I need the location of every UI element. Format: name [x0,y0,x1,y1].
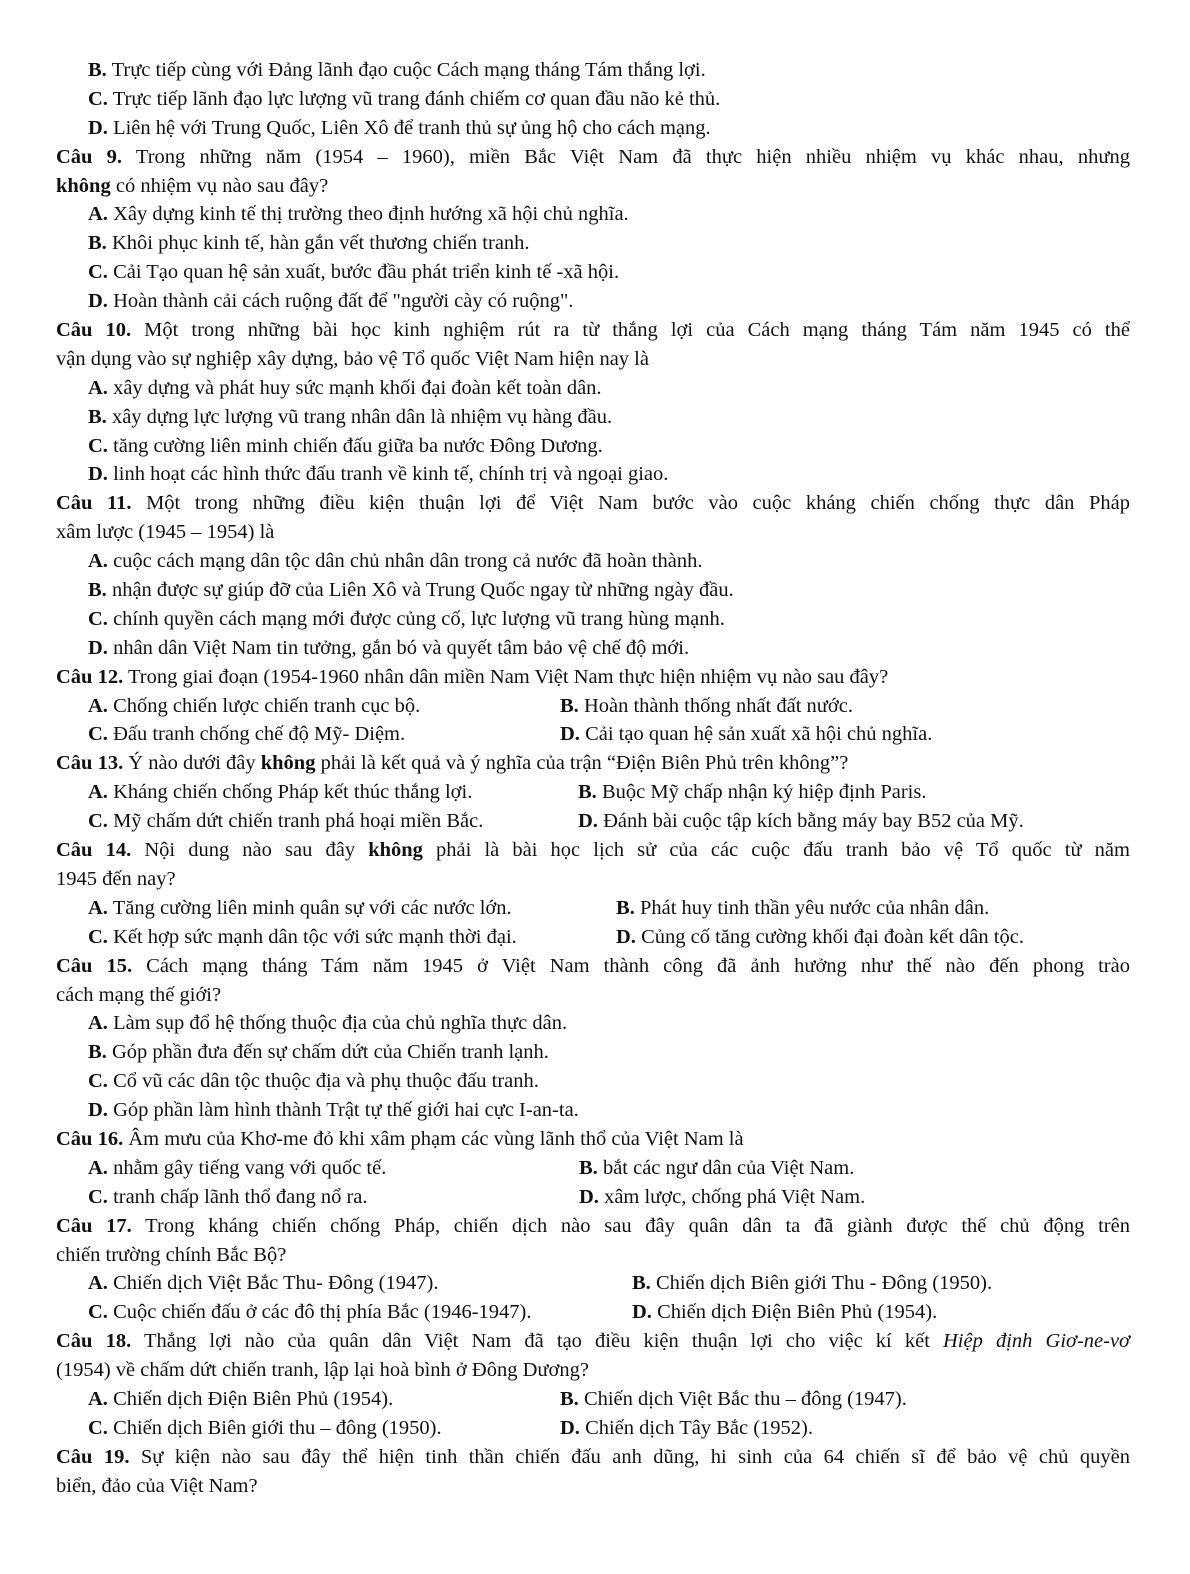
q11-option-c: C. chính quyền cách mạng mới được củng cố, lực lượng vũ trang hùng mạnh. [88,607,725,630]
q18-stem-line-2: (1954) về chấm dứt chiến tranh, lập lại hoà bình ở Đông Dương? [56,1359,589,1382]
q15-stem-line-2: cách mạng thế giới? [56,983,222,1006]
q13-option-d: D. Đánh bài cuộc tập kích bằng máy bay B52 của Mỹ. [578,810,1024,833]
q10-option-a: A. xây dựng và phát huy sức mạnh khối đại đoàn kết toàn dân. [88,376,602,399]
q14-stem-line-2: 1945 đến nay? [56,867,176,890]
q17-stem-line-2: chiến trường chính Bắc Bộ? [56,1243,287,1266]
q12-options-row-2 [56,720,1130,749]
q16-options-row-2 [56,1183,1130,1212]
q12-option-c: C. Đấu tranh chống chế độ Mỹ- Diệm. [88,723,406,746]
q17-options-row-1 [56,1269,1130,1298]
q9-option-c: C. Cải Tạo quan hệ sản xuất, bước đầu phát triển kinh tế -xã hội. [88,261,620,284]
q19-stem-line-1: Câu 19. Sự kiện nào sau đây thể hiện tinh thần chiến đấu anh dũng, hi sinh của 64 chiến sĩ để bảo vệ chủ quyền [56,1445,1130,1468]
q13-options-row-1 [56,778,1130,807]
q16-options-row-1 [56,1154,1130,1183]
q14-option-a: A. Tăng cường liên minh quân sự với các nước lớn. [88,896,512,919]
q18-option-b: B. Chiến dịch Việt Bắc thu – đông (1947). [560,1387,907,1410]
q12-option-d: D. Cải tạo quan hệ sản xuất xã hội chủ nghĩa. [560,723,933,746]
q14-options-row-1 [56,894,1130,923]
q15-stem-line-1: Câu 15. Cách mạng tháng Tám năm 1945 ở Việt Nam thành công đã ảnh hưởng như thế nào đến phong trào [56,954,1130,977]
q10-stem-line-2: vận dụng vào sự nghiệp xây dựng, bảo vệ Tổ quốc Việt Nam hiện nay là [56,347,649,370]
q11-stem-line-2: xâm lược (1945 – 1954) là [56,521,275,544]
q9-stem-line-1: Câu 9. Trong những năm (1954 – 1960), miền Bắc Việt Nam đã thực hiện nhiều nhiệm vụ khác nhau, nhưng [56,145,1130,168]
q13-option-c: C. Mỹ chấm dứt chiến tranh phá hoại miền Bắc. [88,810,484,833]
q15-option-a: A. Làm sụp đổ hệ thống thuộc địa của chủ nghĩa thực dân. [88,1012,568,1035]
q9-option-d: D. Hoàn thành cải cách ruộng đất để "người cày có ruộng". [88,290,574,313]
q12-option-a: A. Chống chiến lược chiến tranh cục bộ. [88,694,421,717]
q11-option-a: A. cuộc cách mạng dân tộc dân chủ nhân dân trong cả nước đã hoàn thành. [88,550,703,573]
q12-option-b: B. Hoàn thành thống nhất đất nước. [560,694,853,717]
lead-option-b: B. Trực tiếp cùng với Đảng lãnh đạo cuộc Cách mạng tháng Tám thắng lợi. [88,59,706,81]
q10-option-b: B. xây dựng lực lượng vũ trang nhân dân là nhiệm vụ hàng đầu. [88,405,613,428]
q16-stem: Câu 16. Âm mưu của Khơ-me đỏ khi xâm phạm các vùng lãnh thổ của Việt Nam là [56,1127,744,1150]
q16-option-d: D. xâm lược, chống phá Việt Nam. [579,1185,866,1208]
q9-option-b: B. Khôi phục kinh tế, hàn gắn vết thương chiến tranh. [88,232,530,255]
q15-option-b: B. Góp phần đưa đến sự chấm dứt của Chiến tranh lạnh. [88,1041,549,1064]
q18-option-a: A. Chiến dịch Điện Biên Phủ (1954). [88,1387,394,1410]
q14-options-row-2 [56,923,1130,952]
q10-option-d: D. linh hoạt các hình thức đấu tranh về kinh tế, chính trị và ngoại giao. [88,463,669,486]
q11-option-b: B. nhận được sự giúp đỡ của Liên Xô và Trung Quốc ngay từ những ngày đầu. [88,579,734,602]
q17-option-a: A. Chiến dịch Việt Bắc Thu- Đông (1947). [88,1272,439,1295]
q17-option-b: B. Chiến dịch Biên giới Thu - Đông (1950). [632,1272,993,1295]
q13-options-row-2 [56,807,1130,836]
q9-option-a: A. Xây dựng kinh tế thị trường theo định hướng xã hội chủ nghĩa. [88,203,629,226]
q17-option-c: C. Cuộc chiến đấu ở các đô thị phía Bắc (1946-1947). [88,1301,532,1324]
q14-option-c: C. Kết hợp sức mạnh dân tộc với sức mạnh thời đại. [88,925,517,948]
q18-stem-line-1: Câu 18. Thắng lợi nào của quân dân Việt Nam đã tạo điều kiện thuận lợi cho việc kí kết Hiệp định Giơ-ne-vơ [56,1330,1130,1353]
q14-option-d: D. Củng cố tăng cường khối đại đoàn kết dân tộc. [616,925,1024,948]
q15-option-d: D. Góp phần làm hình thành Trật tự thế giới hai cực I-an-ta. [88,1099,579,1122]
q13-option-b: B. Buộc Mỹ chấp nhận ký hiệp định Paris. [578,781,927,804]
q18-options-row-2 [56,1414,1130,1443]
q9-stem-line-2: không có nhiệm vụ nào sau đây? [56,174,329,197]
q14-stem-line-1: Câu 14. Nội dung nào sau đây không phải là bài học lịch sử của các cuộc đấu tranh bảo vệ Tổ quốc từ năm [56,839,1130,862]
q11-option-d: D. nhân dân Việt Nam tin tưởng, gắn bó và quyết tâm bảo vệ chế độ mới. [88,636,690,659]
q17-option-d: D. Chiến dịch Điện Biên Phủ (1954). [632,1301,938,1324]
q17-options-row-2 [56,1298,1130,1327]
q13-stem: Câu 13. Ý nào dưới đây không phải là kết quả và ý nghĩa của trận “Điện Biên Phủ trên không”? [56,752,849,775]
lead-option-d: D. Liên hệ với Trung Quốc, Liên Xô để tranh thủ sự ủng hộ cho cách mạng. [88,116,711,139]
q12-options-row-1 [56,692,1130,721]
q19-stem-line-2: biển, đảo của Việt Nam? [56,1474,258,1497]
lead-option-c: C. Trực tiếp lãnh đạo lực lượng vũ trang đánh chiếm cơ quan đầu não kẻ thủ. [88,87,721,110]
q12-stem: Câu 12. Trong giai đoạn (1954-1960 nhân dân miền Nam Việt Nam thực hiện nhiệm vụ nào sau đây? [56,665,889,688]
q15-option-c: C. Cổ vũ các dân tộc thuộc địa và phụ thuộc đấu tranh. [88,1070,539,1093]
q16-option-c: C. tranh chấp lãnh thổ đang nổ ra. [88,1185,368,1208]
q13-option-a: A. Kháng chiến chống Pháp kết thúc thắng lợi. [88,781,473,804]
q11-stem-line-1: Câu 11. Một trong những điều kiện thuận lợi để Việt Nam bước vào cuộc kháng chiến chống thực dân Pháp [56,492,1130,515]
q10-option-c: C. tăng cường liên minh chiến đấu giữa ba nước Đông Dương. [88,434,603,457]
q16-option-b: B. bắt các ngư dân của Việt Nam. [579,1156,855,1179]
q10-stem-line-1: Câu 10. Một trong những bài học kinh nghiệm rút ra từ thắng lợi của Cách mạng tháng Tám năm 1945 có thể [56,319,1130,342]
q14-option-b: B. Phát huy tinh thần yêu nước của nhân dân. [616,896,990,919]
q16-option-a: A. nhằm gây tiếng vang với quốc tế. [88,1156,387,1179]
q18-option-d: D. Chiến dịch Tây Bắc (1952). [560,1416,813,1439]
q17-stem-line-1: Câu 17. Trong kháng chiến chống Pháp, chiến dịch nào sau đây quân dân ta đã giành được thế chủ động trên [56,1214,1130,1237]
q18-options-row-1 [56,1385,1130,1414]
q18-option-c: C. Chiến dịch Biên giới thu – đông (1950). [88,1416,442,1439]
